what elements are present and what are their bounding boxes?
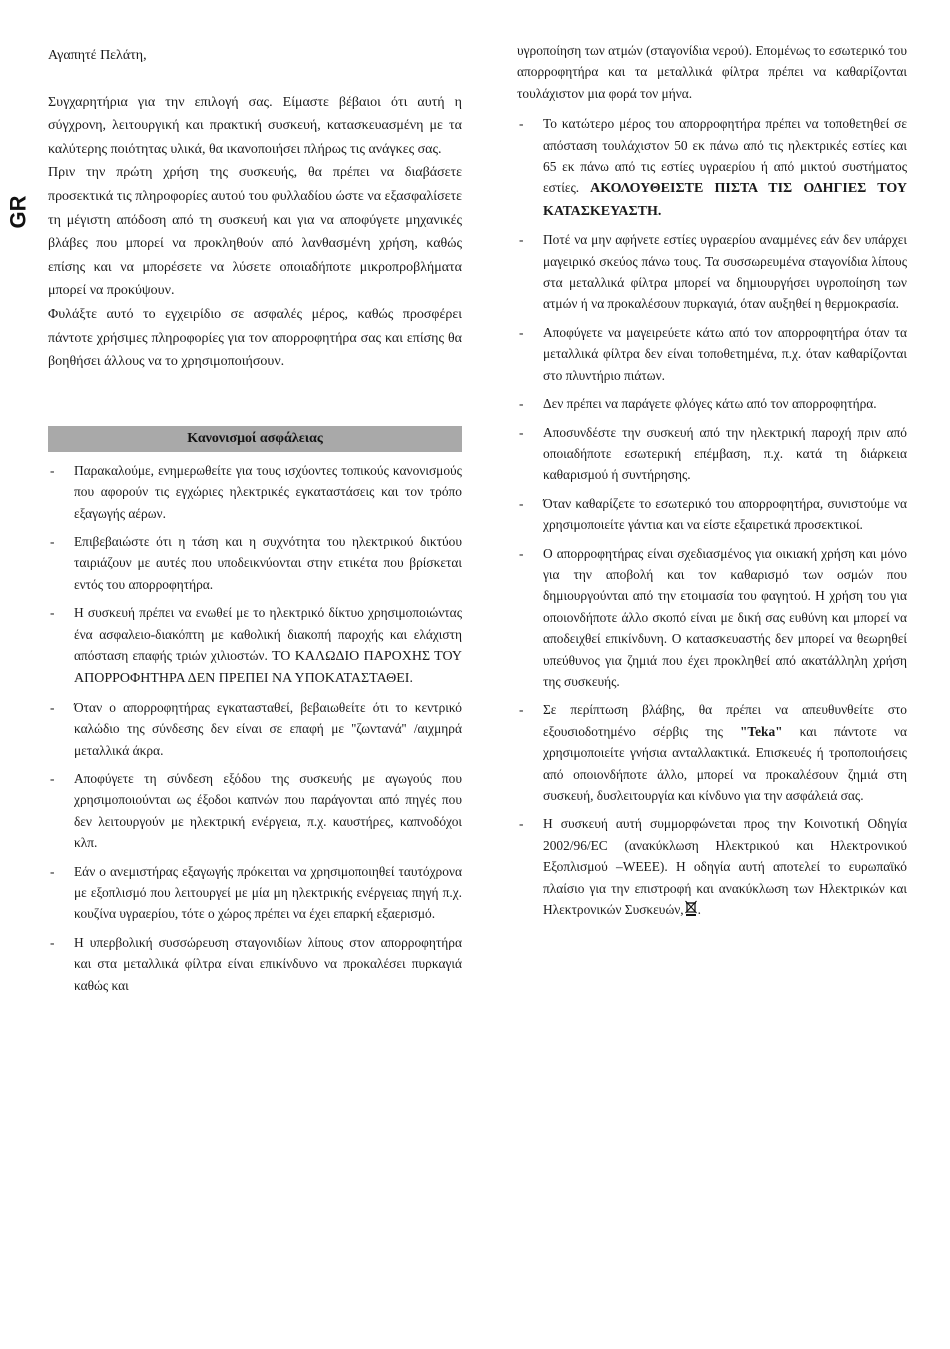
list-item — [517, 229, 907, 315]
rule-text: Εάν ο ανεμιστήρας εξαγωγής πρόκειται να χρησιμοποιηθεί ταυτόχρονα με εξοπλισμό που λειτουργεί με μία μη ηλεκτρικής ενέργειας πηγή π.χ. κουζίνα υγραερίου, τότε ο χώρος πρέπει να έχει επαρκή εξαερισμό. — [74, 863, 462, 922]
list-item — [48, 602, 462, 690]
list-item — [48, 768, 462, 854]
list-item — [48, 861, 462, 925]
dash-bullet: - — [50, 863, 55, 879]
list-item — [517, 493, 907, 536]
intro-paragraph: Συγχαρητήρια για την επιλογή σας. Είμαστε βέβαιοι ότι αυτή η σύγχρονη, λειτουργική και πρακτική συσκευή, κατασκευασμένη με τα καλύτερης ποιότητας υλικά, θα ικανοποιήσει πλήρως τις ανάγκες σας. — [48, 94, 462, 157]
dash-bullet: - — [519, 116, 524, 132]
weee-bin-icon — [684, 900, 698, 916]
dash-bullet: - — [50, 934, 55, 950]
rule-text: Η συσκευή πρέπει να ενωθεί με το ηλεκτρικό δίκτυο χρησιμοποιώντας ένα ασφαλειο-διακόπτη με καθολική διακοπή παροχής και ελάχιστη απόσταση επαφής τριών χιλιοστών. — [74, 605, 462, 663]
dash-bullet: - — [519, 324, 524, 340]
list-item — [517, 393, 907, 414]
rule-text: Όταν ο απορροφητήρας εγκατασταθεί, βεβαιωθείτε ότι το κεντρικό καλώδιο της σύνδεσης δεν είναι σε επαφή με ''ζωντανά'' /αιχμηρά μεταλλικά άκρα. — [74, 699, 462, 758]
greeting: Αγαπητέ Πελάτη, — [48, 48, 147, 63]
rule-text: Όταν καθαρίζετε το εσωτερικό του απορροφητήρα, συνιστούμε να χρησιμοποιείτε γάντια και να είστε εξαιρετικά προσεκτικοί. — [543, 495, 907, 533]
list-item — [517, 543, 907, 693]
safety-rules-list-continued — [517, 40, 907, 920]
list-item-continuation — [517, 40, 907, 104]
intro-paragraph: Φυλάξτε αυτό το εγχειρίδιο σε ασφαλές μέρος, καθώς προσφέρει πάντοτε χρήσιμες πληροφορίες για τον απορροφητήρα σας και επίσης θα βοηθήσει άλλους να το χρησιμοποιήσουν. — [48, 306, 462, 370]
rule-text: Σε περίπτωση βλάβης, θα πρέπει να απευθυνθείτε στο εξουσιοδοτημένο σέρβις της — [543, 702, 907, 739]
dash-bullet: - — [50, 605, 55, 621]
rule-text: Αποσυνδέστε την συσκευή από την ηλεκτρική παροχή πριν από οποιαδήποτε εσωτερική επέμβαση, π.χ. κατά τη διάρκεια καθαρισμού ή συντήρησης. — [543, 424, 907, 483]
rule-warning-caps: ΤΟ ΚΑΛΩΔΙΟ ΠΑΡΟΧΗΣ ΤΟΥ ΑΠΟΡΡΟΦΗΤΗΡΑ ΔΕΝ ΠΡΕΠΕΙ ΝΑ ΥΠΟΚΑΤΑΣΤΑΘΕΙ. — [74, 648, 462, 687]
list-item — [517, 322, 907, 386]
rule-text-tail: . — [697, 902, 702, 918]
dash-bullet: - — [519, 702, 524, 718]
language-tab — [0, 183, 36, 241]
rule-text: Το κατώτερο μέρος του απορροφητήρα πρέπει να τοποθετηθεί σε απόσταση τουλάχιστον 50 εκ πάνω από τις ηλεκτρικές εστίες και 65 εκ πάνω από τις εστίες υγραερίου ή από μικτού συστήματος εστίες. — [543, 116, 907, 196]
safety-rules-list — [48, 460, 462, 996]
list-item — [48, 531, 462, 595]
list-item — [517, 113, 907, 222]
rule-text: Παρακαλούμε, ενημερωθείτε για τους ισχύοντες τοπικούς κανονισμούς που αφορούν τις εγχώριες ηλεκτρικές εγκαταστάσεις και τον τρόπο εξαγωγής αέρων. — [74, 462, 462, 521]
right-column — [517, 40, 907, 927]
list-item — [517, 422, 907, 486]
dash-bullet: - — [519, 545, 524, 561]
section-title: Κανονισμοί ασφάλειας — [187, 430, 323, 446]
left-column — [48, 44, 462, 1003]
rule-text: Η υπερβολική συσσώρευση σταγονιδίων λίπους στον απορροφητήρα και στα μεταλλικά φίλτρα είναι επικίνδυνο να προκαλέσει πυρκαγιά καθώς και — [74, 934, 462, 993]
list-item — [517, 813, 907, 920]
dash-bullet: - — [50, 462, 55, 478]
section-heading — [48, 426, 462, 452]
dash-bullet: - — [519, 232, 524, 248]
dash-bullet: - — [50, 699, 55, 715]
list-item — [517, 699, 907, 806]
dash-bullet: - — [50, 771, 55, 786]
list-item — [48, 697, 462, 761]
rule-text: Δεν πρέπει να παράγετε φλόγες κάτω από τον απορροφητήρα. — [543, 396, 877, 412]
intro-paragraph: Πριν την πρώτη χρήση της συσκευής, θα πρέπει να διαβάσετε προσεκτικά τις πληροφορίες αυτού του φυλλαδίου ώστε να εξασφαλίσετε τη μέγιστη απόδοση από τη συσκευή και για να αποφύγετε μηχανικές βλάβες που μπορεί να προκληθούν από λανθασμένη χρήση, καθώς επίσης και να μπορέσετε να λύσετε οποιαδήποτε μικροπροβλήματα μπορεί να προκύψουν. — [48, 165, 462, 299]
rule-warning-bold: ΑΚΟΛΟΥΘΕΙΣΤΕ ΠΙΣΤΑ ΤΙΣ ΟΔΗΓΙΕΣ ΤΟΥ ΚΑΤΑΣΚΕΥΑΣΤΗ. — [543, 181, 907, 219]
dash-bullet: - — [519, 816, 524, 832]
rule-text: και πάντοτε να χρησιμοποιείτε γνήσια ανταλλακτικά. Επισκευές ή τροποποιήσεις από οποιονδήποτε άλλο, μπορεί να προκαλέσουν ζημιά στη συσκευή, δυσλειτουργία και κίνδυνο για την ασφάλειά σας. — [543, 723, 907, 803]
rule-text: Ο απορροφητήρας είναι σχεδιασμένος για οικιακή χρήση και μόνο για την αποβολή και τον καθαρισμό των οσμών που δημιουργούνται από την ετοιμασία του φαγητού. Η χρήση του για οποιονδήποτε άλλο σκοπό είναι με δική σας ευθύνη και μπορεί να αποδειχθεί επικίνδυνη. Ο κατασκευαστής δεν μπορεί να θεωρηθεί υπεύθυνος για ζημιά που έχει προκληθεί από ακατάλληλη χρήση της συσκευής. — [543, 545, 907, 689]
dash-bullet: - — [519, 396, 524, 412]
rule-text: Η συσκευή αυτή συμμορφώνεται προς την Κοινοτική Οδηγία 2002/96/EC (ανακύκλωση Ηλεκτρικού και Ηλεκτρονικού Εξοπλισμού –WEEE). Η οδηγία αυτή αποτελεί το ευρωπαϊκό πλαίσιο για την επιστροφή και ανακύκλωση των Ηλεκτρικών και Ηλεκτρονικών Συσκευών, — [543, 816, 907, 918]
list-item — [48, 932, 462, 996]
rule-text: Αποφύγετε να μαγειρεύετε κάτω από τον απορροφητήρα όταν τα μεταλλικά φίλτρα δεν είναι τοποθετημένα, π.χ. όταν καθαρίζονται στο πλυντήριο πιάτων. — [543, 324, 907, 383]
brand-name: "Teka" — [739, 723, 783, 739]
language-tab-label: GR — [5, 195, 30, 229]
rule-text: Επιβεβαιώστε ότι η τάση και η συχνότητα του ηλεκτρικού δικτύου ταιριάζουν με αυτές που υποδεικνύονται στην ετικέτα που βρίσκεται εντός του απορροφητήρα. — [74, 533, 462, 592]
dash-bullet: - — [519, 495, 524, 511]
list-item — [48, 460, 462, 524]
dash-bullet: - — [519, 424, 524, 440]
rule-text: Αποφύγετε τη σύνδεση εξόδου της συσκευής με αγωγούς που χρησιμοποιούνται ως έξοδοι καπνών που παράγονται από πηγές που δεν λειτουργούν με ηλεκτρική ενέργεια, π.χ. καυστήρες, καπνοδόχοι κλπ. — [74, 771, 462, 851]
dash-bullet: - — [50, 533, 55, 549]
rule-text: Ποτέ να μην αφήνετε εστίες υγραερίου αναμμένες εάν δεν υπάρχει μαγειρικό σκεύος πάνω τους. Τα συσσωρευμένα σταγονίδια λίπους στα μεταλλικά φίλτρα μπορεί να δημιουργήσει υγροποίηση των ατμών ή να προκαλέσουν πυρκαγιά, όταν αυξηθεί η θερμοκρασία. — [543, 232, 907, 312]
rule-text: υγροποίηση των ατμών (σταγονίδια νερού). Επομένως το εσωτερικό του απορροφητήρα και τα μεταλλικά φίλτρα πρέπει να καθαρίζονται τουλάχιστον μια φορά τον μήνα. — [517, 43, 907, 101]
intro-text — [48, 91, 462, 374]
